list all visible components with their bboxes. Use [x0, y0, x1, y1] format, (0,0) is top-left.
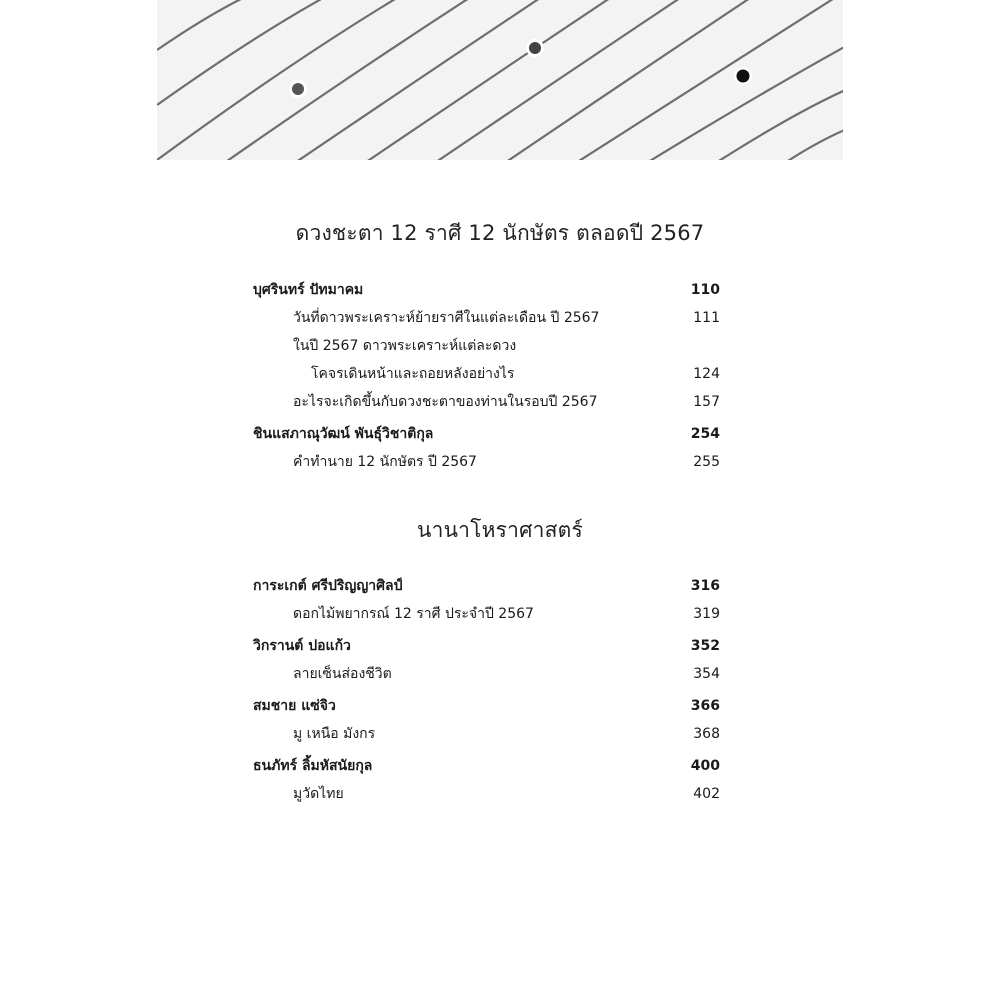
toc-entry-title: โคจรเดินหน้าและถอยหลังอย่างไร — [311, 366, 515, 382]
planet-dot-medium — [529, 42, 541, 54]
toc-entry-author[interactable] — [253, 574, 720, 598]
toc-entry-page: 319 — [693, 606, 720, 622]
toc-entry-page: 124 — [693, 366, 720, 382]
toc-entry-title: ลายเซ็นส่องชีวิต — [293, 666, 392, 682]
toc-entry-page: 316 — [690, 578, 720, 594]
toc-entry-title: วิกรานต์ ปอแก้ว — [253, 638, 351, 654]
toc-entry-page: 157 — [693, 394, 720, 410]
header-orbit-decoration — [157, 0, 843, 160]
toc-entry-author[interactable] — [253, 278, 720, 302]
toc-entry-author[interactable] — [253, 694, 720, 718]
toc-entry-page: 366 — [690, 698, 720, 714]
toc-entry-title: มูวัดไทย — [293, 786, 344, 802]
toc-entry-title: อะไรจะเกิดขึ้นกับดวงชะตาของท่านในรอบปี 2567 — [293, 394, 598, 410]
toc-entry-page: 368 — [693, 726, 720, 742]
toc-entry-page: 255 — [693, 454, 720, 470]
section-title-astrology: นานาโหราศาสตร์ — [417, 518, 583, 542]
planet-dot-small — [292, 83, 304, 95]
toc-entry-page: 111 — [693, 310, 720, 326]
toc-entry-title: วันที่ดาวพระเคราะห์ย้ายราศีในแต่ละเดือน ปี 2567 — [293, 310, 600, 326]
toc-entry-title: ในปี 2567 ดาวพระเคราะห์แต่ละดวง — [293, 338, 517, 354]
toc-entry-chapter[interactable] — [253, 390, 720, 414]
toc-entry-title: คำทำนาย 12 นักษัตร ปี 2567 — [293, 454, 477, 470]
toc-entry-page: 110 — [690, 282, 720, 298]
toc-entry-chapter[interactable] — [253, 722, 720, 746]
toc-entry-chapter[interactable] — [253, 334, 720, 358]
toc-entry-page: 352 — [690, 638, 720, 654]
toc-entry-author[interactable] — [253, 634, 720, 658]
toc-entry-page: 354 — [693, 666, 720, 682]
toc-entry-chapter[interactable] — [253, 602, 720, 626]
toc-entry-page: 402 — [693, 786, 720, 802]
toc-entry-title: การะเกต์ ศรีปริญญาศิลป์ — [253, 578, 403, 594]
toc-entry-author[interactable] — [253, 754, 720, 778]
orbit-lines-graphic — [157, 0, 843, 160]
toc-entry-author[interactable] — [253, 422, 720, 446]
toc-entry-title: ธนภัทร์ ลิ้มหัสนัยกุล — [253, 758, 373, 774]
toc-entry-chapter[interactable] — [253, 782, 720, 806]
toc-entry-title: มู เหนือ มังกร — [293, 726, 376, 742]
toc-entry-title: ชินแสภาณุวัฒน์ พันธุ์วิชาติกุล — [253, 426, 434, 442]
toc-entry-chapter-continued[interactable] — [253, 362, 720, 386]
toc-entry-page: 400 — [690, 758, 720, 774]
toc-entry-chapter[interactable] — [253, 662, 720, 686]
section-title-horoscope: ดวงชะตา 12 ราศี 12 นักษัตร ตลอดปี 2567 — [295, 221, 705, 245]
planet-dot-dark — [737, 70, 750, 83]
toc-entry-chapter[interactable] — [253, 306, 720, 330]
toc-entry-title: สมชาย แซ่จิว — [253, 698, 336, 714]
toc-entry-page: 254 — [690, 426, 720, 442]
toc-entry-chapter[interactable] — [253, 450, 720, 474]
toc-entry-title: ดอกไม้พยากรณ์ 12 ราศี ประจำปี 2567 — [293, 606, 534, 622]
toc-entry-title: บุศรินทร์ ปัทมาคม — [253, 282, 364, 298]
